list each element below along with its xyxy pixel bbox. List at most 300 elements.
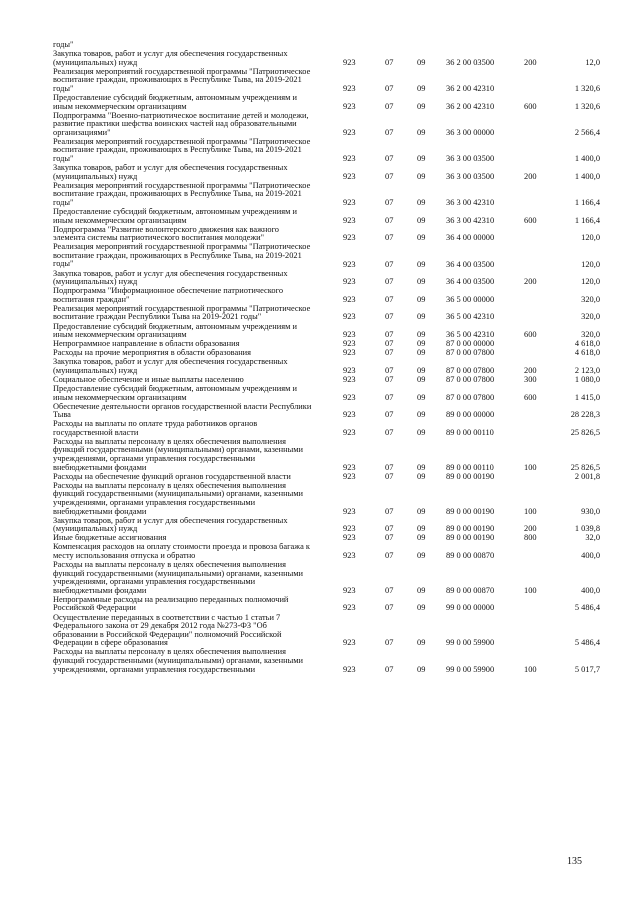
- row-title-line: воспитания граждан": [53, 294, 130, 304]
- page-number: 135: [567, 856, 582, 867]
- table-row: [0, 182, 640, 208]
- section-code: 07: [385, 171, 394, 181]
- row-title-line: внебюджетными фондами: [53, 585, 147, 595]
- ministry-code: 923: [343, 294, 356, 304]
- section-code: 07: [385, 339, 394, 349]
- expense-type-code: 200: [524, 365, 537, 375]
- row-title: [53, 614, 335, 648]
- row-title: [53, 340, 335, 349]
- table-row: [0, 596, 640, 613]
- section-code: 07: [385, 585, 394, 595]
- ministry-code: 923: [343, 339, 356, 349]
- row-title: [53, 596, 335, 613]
- subsection-code: 09: [417, 330, 426, 340]
- row-title-line: Федерального закона от 29 декабря 2012 года №273-ФЗ "Об: [53, 621, 267, 631]
- section-code: 07: [385, 57, 394, 67]
- target-article-code: 36 5 00 42310: [446, 312, 495, 322]
- table-row: [0, 305, 640, 322]
- ministry-code: 923: [343, 330, 356, 340]
- amount: 25 826,5: [570, 427, 600, 437]
- target-article-code: 99 0 00 59900: [446, 638, 495, 648]
- subsection-code: 09: [417, 664, 426, 674]
- row-title-line: воспитание граждан, проживающих в Республике Тыва, на 2019-2021: [53, 250, 302, 260]
- expense-type-code: 100: [524, 585, 537, 595]
- target-article-code: 36 2 00 42310: [446, 83, 495, 93]
- table-row: [0, 208, 640, 225]
- row-title-line: Расходы на выплаты персоналу в целях обеспечения выполнения: [53, 648, 286, 657]
- amount: 320,0: [581, 294, 600, 304]
- table-row: [0, 438, 640, 472]
- amount: 2 566,4: [574, 127, 600, 137]
- row-title-line: (муниципальных) нужд: [53, 57, 138, 67]
- section-code: 07: [385, 427, 394, 437]
- ministry-code: 923: [343, 101, 356, 111]
- table-row: [0, 112, 640, 138]
- subsection-code: 09: [417, 277, 426, 287]
- amount: 2 123,0: [574, 365, 600, 375]
- row-title-line: Закупка товаров, работ и услуг для обеспечения государственных: [53, 516, 288, 525]
- row-title-line: Реализация мероприятий государственной программы "Патриотическое: [53, 243, 311, 252]
- subsection-code: 09: [417, 506, 426, 516]
- row-title-line: воспитание граждан, проживающих в Республике Тыва, на 2019-2021: [53, 75, 302, 85]
- target-article-code: 89 0 00 00870: [446, 585, 495, 595]
- row-title-line: Расходы на выплаты персоналу в целях обеспечения выполнения: [53, 561, 286, 569]
- ministry-code: 923: [343, 410, 356, 420]
- row-title-line: внебюджетными фондами: [53, 506, 147, 516]
- subsection-code: 09: [417, 171, 426, 181]
- row-title-line: государственной власти: [53, 427, 139, 437]
- row-title: [53, 438, 335, 472]
- target-article-code: 36 2 00 03500: [446, 57, 495, 67]
- row-title-line: Компенсация расходов на оплату стоимости проезда и провоза багажа к: [53, 543, 310, 552]
- row-title-line: иным некоммерческим организациям: [53, 101, 187, 111]
- amount: 120,0: [581, 277, 600, 287]
- expense-type-code: 100: [524, 664, 537, 674]
- row-title-line: функций государственными (муниципальными) органами, казенными: [53, 489, 304, 499]
- row-title-line: воспитание граждан, проживающих в Республике Тыва, на 2019-2021: [53, 189, 302, 199]
- target-article-code: 36 3 00 03500: [446, 171, 495, 181]
- row-title-line: развитие практики шефства воинских частей над образовательными: [53, 119, 297, 129]
- row-title: [53, 50, 335, 67]
- table-row: [0, 648, 640, 674]
- table-row: [0, 403, 640, 420]
- table-row: [0, 614, 640, 648]
- expense-type-code: 300: [524, 374, 537, 384]
- subsection-code: 09: [417, 374, 426, 384]
- row-title-line: иным некоммерческим организациям: [53, 330, 187, 340]
- table-row: [0, 517, 640, 534]
- row-title: [53, 243, 335, 269]
- row-title-line: иным некоммерческим организациям: [53, 392, 187, 402]
- ministry-code: 923: [343, 550, 356, 560]
- table-row: [0, 420, 640, 437]
- table-row: [0, 226, 640, 243]
- row-title-line: годы": [53, 154, 74, 164]
- row-title-line: Закупка товаров, работ и услуг для обеспечения государственных: [53, 358, 288, 367]
- target-article-code: 36 4 00 00000: [446, 233, 495, 243]
- row-title-line: учреждениями, органами управления государственными: [53, 497, 256, 507]
- target-article-code: 36 4 00 03500: [446, 277, 495, 287]
- row-title-line: Обеспечение деятельности органов государственной власти Республики: [53, 402, 312, 411]
- row-title: [53, 138, 335, 164]
- amount: 25 826,5: [570, 462, 600, 472]
- row-title-line: Предоставление субсидий бюджетным, автономным учреждениям и: [53, 93, 297, 102]
- table-row: [0, 323, 640, 340]
- amount: 120,0: [581, 233, 600, 243]
- row-title: [53, 164, 335, 181]
- target-article-code: 87 0 00 00000: [446, 339, 495, 349]
- target-article-code: 36 3 00 00000: [446, 127, 495, 137]
- row-title-line: учреждениями, органами управления государственными: [53, 577, 256, 587]
- subsection-code: 09: [417, 101, 426, 111]
- row-title-line: Реализация мероприятий государственной программы "Патриотическое: [53, 137, 311, 146]
- expense-type-code: 600: [524, 392, 537, 402]
- subsection-code: 09: [417, 215, 426, 225]
- amount: 5 486,4: [574, 638, 600, 648]
- row-title: [53, 420, 335, 437]
- row-title-line: Федерации в сфере образования: [53, 638, 168, 648]
- row-title: [53, 270, 335, 287]
- ministry-code: 923: [343, 374, 356, 384]
- table-row: [0, 287, 640, 304]
- expense-type-code: 200: [524, 524, 537, 534]
- row-title-line: (муниципальных) нужд: [53, 524, 138, 534]
- row-title: [53, 385, 335, 402]
- target-article-code: 36 3 00 03500: [446, 154, 495, 164]
- row-title-line: Подпрограмма "Развитие волонтерского движения как важного: [53, 225, 279, 234]
- target-article-code: 89 0 00 00000: [446, 410, 495, 420]
- amount: 1 166,4: [574, 197, 600, 207]
- table-row: [0, 358, 640, 375]
- ministry-code: 923: [343, 277, 356, 287]
- row-title: [53, 68, 335, 94]
- row-title-line: функций государственными (муниципальными) органами, казенными: [53, 445, 304, 455]
- amount: 1 320,6: [574, 101, 600, 111]
- table-row: [0, 50, 640, 67]
- ministry-code: 923: [343, 171, 356, 181]
- row-title-line: Подпрограмма "Информационное обеспечение патриотического: [53, 287, 284, 296]
- row-title: [53, 376, 335, 385]
- row-title: [53, 305, 335, 322]
- ministry-code: 923: [343, 524, 356, 534]
- row-title: [53, 473, 335, 482]
- amount: 1 320,6: [574, 83, 600, 93]
- target-article-code: 89 0 00 00190: [446, 471, 495, 481]
- section-code: 07: [385, 462, 394, 472]
- section-code: 07: [385, 127, 394, 137]
- subsection-code: 09: [417, 365, 426, 375]
- row-title-line: Российской Федерации: [53, 603, 136, 613]
- target-article-code: 99 0 00 00000: [446, 603, 495, 613]
- row-title-line: Закупка товаров, работ и услуг для обеспечения государственных: [53, 164, 288, 173]
- ministry-code: 923: [343, 197, 356, 207]
- section-code: 07: [385, 83, 394, 93]
- ministry-code: 923: [343, 638, 356, 648]
- row-title-line: (муниципальных) нужд: [53, 277, 138, 287]
- amount: 4 618,0: [574, 348, 600, 358]
- subsection-code: 09: [417, 585, 426, 595]
- row-title: [53, 482, 335, 516]
- target-article-code: 89 0 00 00190: [446, 524, 495, 534]
- section-code: 07: [385, 330, 394, 340]
- target-article-code: 36 2 00 42310: [446, 101, 495, 111]
- amount: 5 017,7: [574, 664, 600, 674]
- row-title-line: организациями": [53, 127, 111, 137]
- target-article-code: 87 0 00 07800: [446, 374, 495, 384]
- row-title-line: (муниципальных) нужд: [53, 365, 138, 375]
- row-title-line: годы": [53, 83, 74, 93]
- ministry-code: 923: [343, 462, 356, 472]
- ministry-code: 923: [343, 127, 356, 137]
- row-title-line: годы": [53, 41, 74, 49]
- section-code: 07: [385, 233, 394, 243]
- table-row: [0, 482, 640, 516]
- subsection-code: 09: [417, 233, 426, 243]
- subsection-code: 09: [417, 127, 426, 137]
- section-code: 07: [385, 524, 394, 534]
- ministry-code: 923: [343, 312, 356, 322]
- subsection-code: 09: [417, 83, 426, 93]
- amount: 1 039,8: [574, 524, 600, 534]
- ministry-code: 923: [343, 506, 356, 516]
- amount: 120,0: [581, 259, 600, 269]
- row-title-line: Непрограммное направление в области образования: [53, 340, 240, 349]
- amount: 5 486,4: [574, 603, 600, 613]
- amount: 28 228,3: [570, 410, 600, 420]
- section-code: 07: [385, 101, 394, 111]
- amount: 320,0: [581, 330, 600, 340]
- section-code: 07: [385, 259, 394, 269]
- row-title-line: Расходы на обеспечение функций органов государственной власти: [53, 472, 291, 481]
- row-title-line: Иные бюджетные ассигнования: [53, 534, 167, 543]
- table-row: [0, 543, 640, 560]
- target-article-code: 89 0 00 00190: [446, 533, 495, 543]
- row-title: [53, 208, 335, 225]
- row-title: [53, 226, 335, 243]
- table-row: [0, 243, 640, 269]
- target-article-code: 36 5 00 00000: [446, 294, 495, 304]
- ministry-code: 923: [343, 664, 356, 674]
- table-row: [0, 270, 640, 287]
- expense-type-code: 200: [524, 57, 537, 67]
- ministry-code: 923: [343, 83, 356, 93]
- row-title: [53, 323, 335, 340]
- subsection-code: 09: [417, 348, 426, 358]
- amount: 1 400,0: [574, 154, 600, 164]
- row-title-line: (муниципальных) нужд: [53, 171, 138, 181]
- ministry-code: 923: [343, 471, 356, 481]
- expense-type-code: 100: [524, 462, 537, 472]
- table-row: [0, 534, 640, 543]
- row-title-line: Подпрограмма "Военно-патриотическое воспитание детей и молодежи,: [53, 111, 309, 120]
- table-row: [0, 41, 640, 50]
- row-title: [53, 648, 335, 674]
- subsection-code: 09: [417, 638, 426, 648]
- row-title-line: Предоставление субсидий бюджетным, автономным учреждениям и: [53, 322, 297, 331]
- amount: 12,0: [585, 57, 600, 67]
- target-article-code: 89 0 00 00870: [446, 550, 495, 560]
- row-title: [53, 94, 335, 111]
- section-code: 07: [385, 277, 394, 287]
- amount: 320,0: [581, 312, 600, 322]
- row-title: [53, 112, 335, 138]
- section-code: 07: [385, 638, 394, 648]
- row-title: [53, 403, 335, 420]
- section-code: 07: [385, 506, 394, 516]
- section-code: 07: [385, 365, 394, 375]
- row-title-line: Расходы на выплаты персоналу в целях обеспечения выполнения: [53, 481, 286, 490]
- amount: 1 400,0: [574, 171, 600, 181]
- table-row: [0, 68, 640, 94]
- amount: 2 001,8: [574, 471, 600, 481]
- row-title: [53, 287, 335, 304]
- ministry-code: 923: [343, 57, 356, 67]
- row-title-line: Закупка товаров, работ и услуг для обеспечения государственных: [53, 269, 288, 278]
- section-code: 07: [385, 392, 394, 402]
- row-title: [53, 182, 335, 208]
- row-title: [53, 517, 335, 534]
- row-title-line: Тыва: [53, 410, 71, 420]
- target-article-code: 87 0 00 07800: [446, 392, 495, 402]
- subsection-code: 09: [417, 427, 426, 437]
- amount: 32,0: [585, 533, 600, 543]
- row-title: [53, 41, 335, 50]
- ministry-code: 923: [343, 215, 356, 225]
- row-title-line: Реализация мероприятий государственной программы "Патриотическое: [53, 304, 311, 313]
- ministry-code: 923: [343, 585, 356, 595]
- table-row: [0, 340, 640, 349]
- subsection-code: 09: [417, 259, 426, 269]
- table-row: [0, 94, 640, 111]
- ministry-code: 923: [343, 154, 356, 164]
- ministry-code: 923: [343, 259, 356, 269]
- expense-type-code: 600: [524, 330, 537, 340]
- row-title-line: годы": [53, 197, 74, 207]
- subsection-code: 09: [417, 533, 426, 543]
- row-title-line: Реализация мероприятий государственной программы "Патриотическое: [53, 181, 311, 190]
- section-code: 07: [385, 197, 394, 207]
- row-title-line: Расходы на выплаты персоналу в целях обеспечения выполнения: [53, 437, 286, 446]
- subsection-code: 09: [417, 524, 426, 534]
- ministry-code: 923: [343, 603, 356, 613]
- row-title-line: функций государственными (муниципальными) органами, казенными: [53, 568, 304, 578]
- ministry-code: 923: [343, 427, 356, 437]
- amount: 1 080,0: [574, 374, 600, 384]
- table-row: [0, 376, 640, 385]
- row-title-line: внебюджетными фондами: [53, 462, 147, 472]
- table-row: [0, 138, 640, 164]
- section-code: 07: [385, 550, 394, 560]
- row-title-line: воспитание граждан, проживающих в Республике Тыва, на 2019-2021: [53, 145, 302, 155]
- subsection-code: 09: [417, 392, 426, 402]
- row-title-line: образовании в Российской Федерации" полномочий Российской: [53, 629, 282, 639]
- section-code: 07: [385, 533, 394, 543]
- subsection-code: 09: [417, 603, 426, 613]
- table-row: [0, 473, 640, 482]
- amount: 400,0: [581, 585, 600, 595]
- target-article-code: 89 0 00 00110: [446, 427, 494, 437]
- subsection-code: 09: [417, 550, 426, 560]
- subsection-code: 09: [417, 197, 426, 207]
- expense-type-code: 600: [524, 101, 537, 111]
- row-title-line: Предоставление субсидий бюджетным, автономным учреждениям и: [53, 208, 297, 216]
- row-title-line: функций государственными (муниципальными) органами, казенными: [53, 655, 304, 665]
- row-title-line: иным некоммерческим организациям: [53, 215, 187, 225]
- row-title-line: учреждениями, органами управления государственными: [53, 454, 256, 464]
- subsection-code: 09: [417, 312, 426, 322]
- amount: 400,0: [581, 550, 600, 560]
- ministry-code: 923: [343, 533, 356, 543]
- target-article-code: 87 0 00 07800: [446, 348, 495, 358]
- row-title-line: Расходы на выплаты по оплате труда работников органов: [53, 420, 258, 429]
- expense-type-code: 600: [524, 215, 537, 225]
- subsection-code: 09: [417, 57, 426, 67]
- row-title: [53, 543, 335, 560]
- expense-type-code: 800: [524, 533, 537, 543]
- expense-type-code: 100: [524, 506, 537, 516]
- row-title-line: месту использования отпуска и обратно: [53, 550, 196, 560]
- ministry-code: 923: [343, 365, 356, 375]
- row-title-line: учреждениями, органами управления государственными: [53, 664, 256, 674]
- amount: 1 415,0: [574, 392, 600, 402]
- row-title-line: Расходы на прочие мероприятия в области образования: [53, 349, 252, 358]
- section-code: 07: [385, 374, 394, 384]
- subsection-code: 09: [417, 154, 426, 164]
- row-title-line: Непрограммные расходы на реализацию переданных полномочий: [53, 595, 289, 604]
- row-title: [53, 358, 335, 375]
- section-code: 07: [385, 294, 394, 304]
- target-article-code: 99 0 00 59900: [446, 664, 495, 674]
- ministry-code: 923: [343, 392, 356, 402]
- amount: 930,0: [581, 506, 600, 516]
- section-code: 07: [385, 312, 394, 322]
- row-title-line: Социальное обеспечение и иные выплаты населению: [53, 375, 244, 384]
- section-code: 07: [385, 348, 394, 358]
- subsection-code: 09: [417, 471, 426, 481]
- row-title: [53, 349, 335, 358]
- target-article-code: 36 4 00 03500: [446, 259, 495, 269]
- amount: 1 166,4: [574, 215, 600, 225]
- amount: 4 618,0: [574, 339, 600, 349]
- row-title-line: Осуществление переданных в соответствии с частью 1 статьи 7: [53, 613, 281, 622]
- target-article-code: 89 0 00 00110: [446, 462, 494, 472]
- ministry-code: 923: [343, 348, 356, 358]
- subsection-code: 09: [417, 410, 426, 420]
- section-code: 07: [385, 215, 394, 225]
- target-article-code: 36 5 00 42310: [446, 330, 495, 340]
- target-article-code: 87 0 00 07800: [446, 365, 495, 375]
- section-code: 07: [385, 410, 394, 420]
- target-article-code: 89 0 00 00190: [446, 506, 495, 516]
- subsection-code: 09: [417, 462, 426, 472]
- row-title-line: воспитание граждан Республики Тыва на 2019-2021 годы": [53, 312, 262, 322]
- table-row: [0, 385, 640, 402]
- section-code: 07: [385, 154, 394, 164]
- table-row: [0, 164, 640, 181]
- table-row: [0, 349, 640, 358]
- expense-type-code: 200: [524, 171, 537, 181]
- section-code: 07: [385, 471, 394, 481]
- row-title: [53, 534, 335, 543]
- row-title-line: годы": [53, 259, 74, 269]
- subsection-code: 09: [417, 339, 426, 349]
- target-article-code: 36 3 00 42310: [446, 215, 495, 225]
- target-article-code: 36 3 00 42310: [446, 197, 495, 207]
- expense-type-code: 200: [524, 277, 537, 287]
- table-row: [0, 561, 640, 595]
- row-title: [53, 561, 335, 595]
- ministry-code: 923: [343, 233, 356, 243]
